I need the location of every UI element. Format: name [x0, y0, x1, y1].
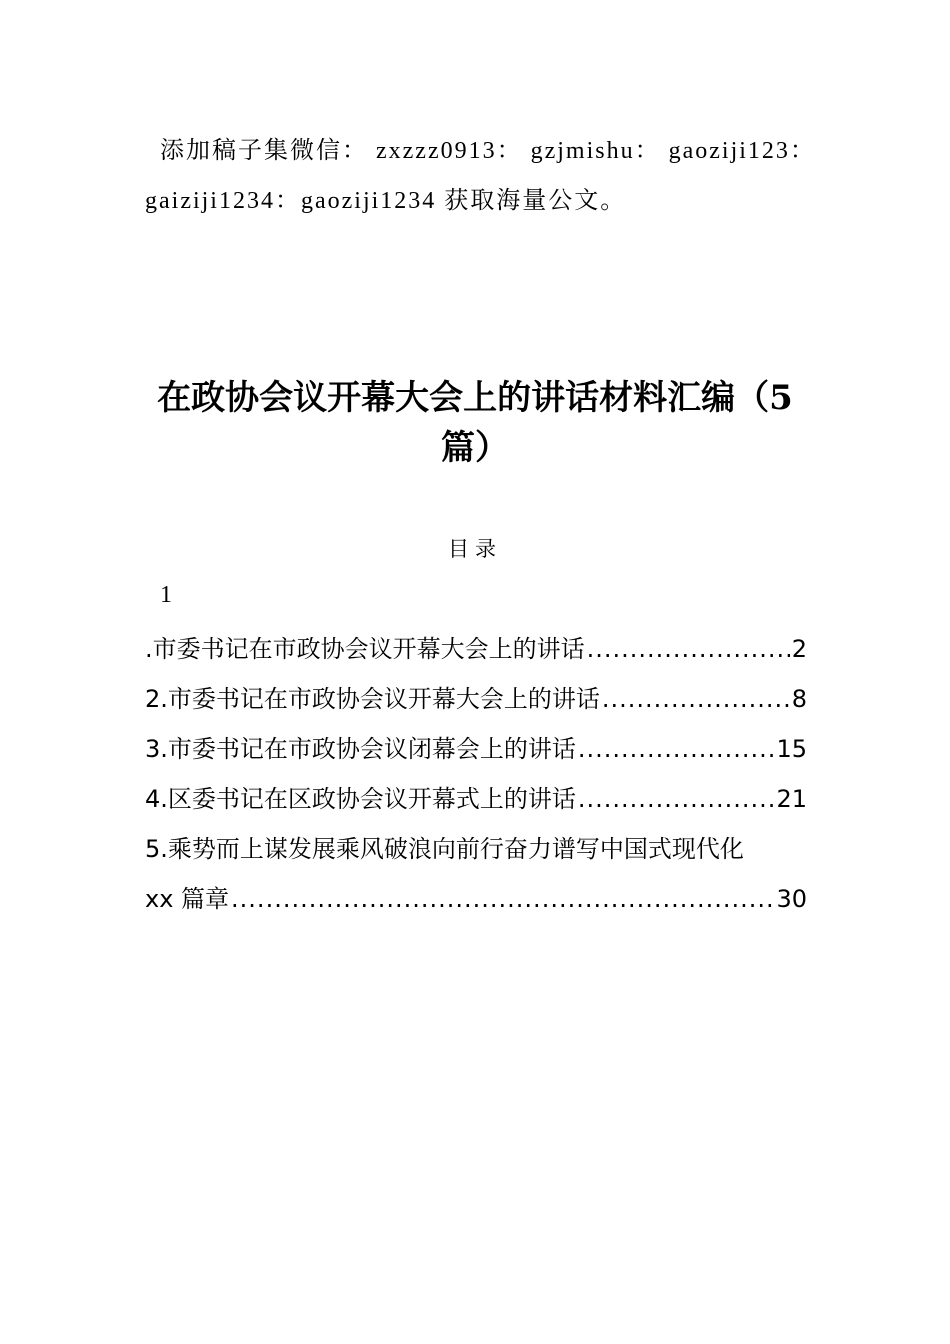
toc-entry-page: 2 — [791, 635, 807, 663]
toc-entry-label: 4.区委书记在区政协会议开幕式上的讲话 — [145, 785, 576, 813]
toc-entry-3[interactable] — [145, 724, 807, 774]
toc-leader-dots — [587, 624, 790, 674]
toc-leader-dots — [231, 874, 774, 924]
toc-entry-label-continued: xx 篇章 — [145, 885, 230, 913]
toc-heading: 目录 — [448, 537, 502, 561]
toc-entry-1[interactable] — [145, 624, 807, 674]
title-line-2: 篇） — [441, 428, 509, 468]
toc-first-number: 1 — [160, 582, 172, 608]
toc-entry-page: 15 — [776, 735, 807, 763]
document-title — [130, 373, 820, 473]
toc-entry-label: 3.市委书记在市政协会议闭幕会上的讲话 — [145, 735, 576, 763]
toc-entry-label: 5.乘势而上谋发展乘风破浪向前行奋力谱写中国式现代化 — [145, 835, 744, 863]
wechat-notice — [145, 126, 816, 226]
toc-entry-page: 8 — [791, 685, 807, 713]
notice-line-1: 添加稿子集微信： zxzzz0913： gzjmishu： gaoziji123： — [160, 138, 816, 164]
toc-entry-5[interactable] — [145, 824, 807, 874]
toc-entry-label: .市委书记在市政协会议开幕大会上的讲话 — [145, 635, 585, 663]
toc-entry-2[interactable] — [145, 674, 807, 724]
toc-entry-4[interactable] — [145, 774, 807, 824]
title-line-1: 在政协会议开幕大会上的讲话材料汇编（5 — [157, 378, 793, 418]
table-of-contents — [145, 624, 807, 924]
toc-entry-label: 2.市委书记在市政协会议开幕大会上的讲话 — [145, 685, 600, 713]
toc-leader-dots — [578, 724, 775, 774]
notice-line-2: gaiziji1234：gaoziji1234 获取海量公文。 — [145, 188, 627, 214]
toc-entry-page: 21 — [776, 785, 807, 813]
toc-leader-dots — [602, 674, 790, 724]
toc-entry-5-continued[interactable] — [145, 874, 807, 924]
toc-entry-page: 30 — [776, 885, 807, 913]
toc-leader-dots — [578, 774, 775, 824]
